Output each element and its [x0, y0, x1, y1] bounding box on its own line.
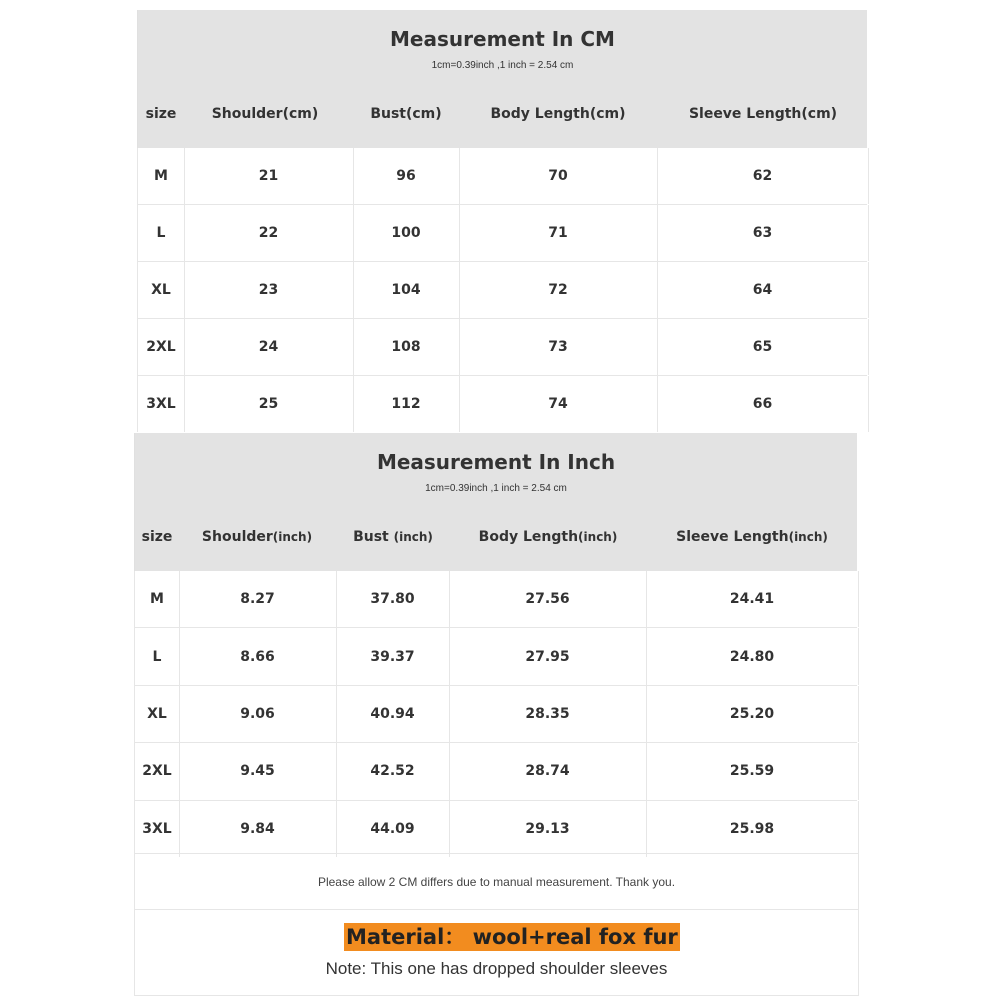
size-cell: XL	[135, 686, 180, 742]
size-cell: 2XL	[138, 319, 185, 375]
measurement-cell: 71	[459, 205, 658, 261]
col-header-unit: (inch)	[393, 530, 433, 544]
size-cell: L	[135, 628, 180, 684]
cm-table-body	[137, 148, 867, 432]
measurement-cell: 9.06	[179, 686, 337, 742]
inch-table-col-header	[479, 529, 618, 545]
table-row	[134, 571, 857, 628]
measurement-cell: 29.13	[449, 801, 647, 857]
measurement-cell: 9.45	[179, 743, 337, 799]
measurement-note-text: Please allow 2 CM differs due to manual measurement. Thank you.	[317, 874, 676, 889]
measurement-cell: 73	[459, 319, 658, 375]
inch-table-subtitle: 1cm=0.39inch ,1 inch = 2.54 cm	[425, 483, 567, 494]
cm-table-col-header	[689, 106, 837, 122]
col-header-label: Body Length(cm)	[490, 106, 626, 122]
col-header-label: Bust	[353, 529, 394, 545]
measurement-cell: 112	[353, 376, 460, 432]
inch-column-headers	[135, 529, 857, 553]
measurement-cell: 21	[184, 148, 354, 204]
col-header-label: Sleeve Length(cm)	[688, 106, 838, 122]
measurement-cell: 70	[459, 148, 658, 204]
col-header-label: Shoulder(cm)	[211, 106, 319, 122]
cm-table-col-header	[212, 106, 319, 122]
table-row	[137, 148, 867, 205]
table-row	[134, 743, 857, 800]
inch-table-col-header	[202, 529, 312, 545]
size-cell: 3XL	[138, 376, 185, 432]
measurement-cell: 42.52	[336, 743, 450, 799]
size-cell: M	[135, 571, 180, 627]
material-label: Material： wool+real fox fur	[346, 925, 678, 949]
measurement-cell: 96	[353, 148, 460, 204]
measurement-cell: 23	[184, 262, 354, 318]
size-cell: 2XL	[135, 743, 180, 799]
dropped-shoulder-note: Note: This one has dropped shoulder sleeves	[325, 959, 668, 978]
measurement-cell: 24.41	[646, 571, 859, 627]
measurement-cell: 22	[184, 205, 354, 261]
table-row	[137, 205, 867, 262]
measurement-cell: 24.80	[646, 628, 859, 684]
col-header-unit: (inch)	[788, 530, 828, 544]
cm-measurement-table	[137, 10, 867, 432]
table-row	[134, 686, 857, 743]
measurement-cell: 28.35	[449, 686, 647, 742]
inch-table-header	[134, 433, 857, 571]
col-header-label: Bust(cm)	[370, 106, 442, 122]
size-cell: L	[138, 205, 185, 261]
cm-table-col-header	[370, 106, 441, 122]
measurement-cell: 44.09	[336, 801, 450, 857]
measurement-cell: 25.98	[646, 801, 859, 857]
table-row	[137, 376, 867, 432]
inch-table-col-header	[676, 529, 828, 545]
measurement-cell: 24	[184, 319, 354, 375]
measurement-cell: 100	[353, 205, 460, 261]
table-row	[134, 801, 857, 857]
cm-table-col-header	[490, 106, 625, 122]
col-header-unit: (inch)	[578, 530, 618, 544]
cm-table-col-header	[146, 106, 177, 122]
measurement-note	[134, 853, 859, 910]
col-header-unit: (inch)	[272, 530, 313, 544]
inch-table-title: Measurement In Inch	[376, 450, 616, 474]
cm-table-subtitle: 1cm=0.39inch ,1 inch = 2.54 cm	[431, 60, 574, 71]
measurement-cell: 104	[353, 262, 460, 318]
measurement-cell: 74	[459, 376, 658, 432]
col-header-label: Body Length	[478, 529, 579, 545]
table-row	[137, 262, 867, 319]
measurement-cell: 37.80	[336, 571, 450, 627]
measurement-cell: 72	[459, 262, 658, 318]
material-section	[134, 909, 859, 996]
size-cell: XL	[138, 262, 185, 318]
inch-measurement-table	[134, 433, 857, 857]
cm-table-header	[137, 10, 867, 148]
cm-table-title: Measurement In CM	[390, 27, 615, 51]
measurement-cell: 25.20	[646, 686, 859, 742]
measurement-cell: 108	[353, 319, 460, 375]
table-row	[137, 319, 867, 376]
measurement-cell: 25	[184, 376, 354, 432]
measurement-cell: 27.95	[449, 628, 647, 684]
measurement-cell: 8.66	[179, 628, 337, 684]
measurement-cell: 8.27	[179, 571, 337, 627]
measurement-cell: 27.56	[449, 571, 647, 627]
col-header-label: Shoulder	[201, 529, 273, 545]
measurement-cell: 28.74	[449, 743, 647, 799]
cm-column-headers	[138, 106, 867, 130]
measurement-cell: 66	[657, 376, 869, 432]
measurement-cell: 64	[657, 262, 869, 318]
col-header-label: size	[145, 106, 177, 122]
col-header-label: Sleeve Length	[676, 529, 789, 545]
measurement-cell: 25.59	[646, 743, 859, 799]
inch-table-body	[134, 571, 857, 857]
measurement-cell: 39.37	[336, 628, 450, 684]
inch-table-col-header	[142, 529, 173, 545]
measurement-cell: 62	[657, 148, 869, 204]
col-header-label: size	[141, 529, 173, 545]
size-cell: M	[138, 148, 185, 204]
inch-table-col-header	[353, 529, 433, 545]
measurement-cell: 63	[657, 205, 869, 261]
measurement-cell: 40.94	[336, 686, 450, 742]
measurement-cell: 9.84	[179, 801, 337, 857]
measurement-cell: 65	[657, 319, 869, 375]
table-row	[134, 628, 857, 685]
size-cell: 3XL	[135, 801, 180, 857]
